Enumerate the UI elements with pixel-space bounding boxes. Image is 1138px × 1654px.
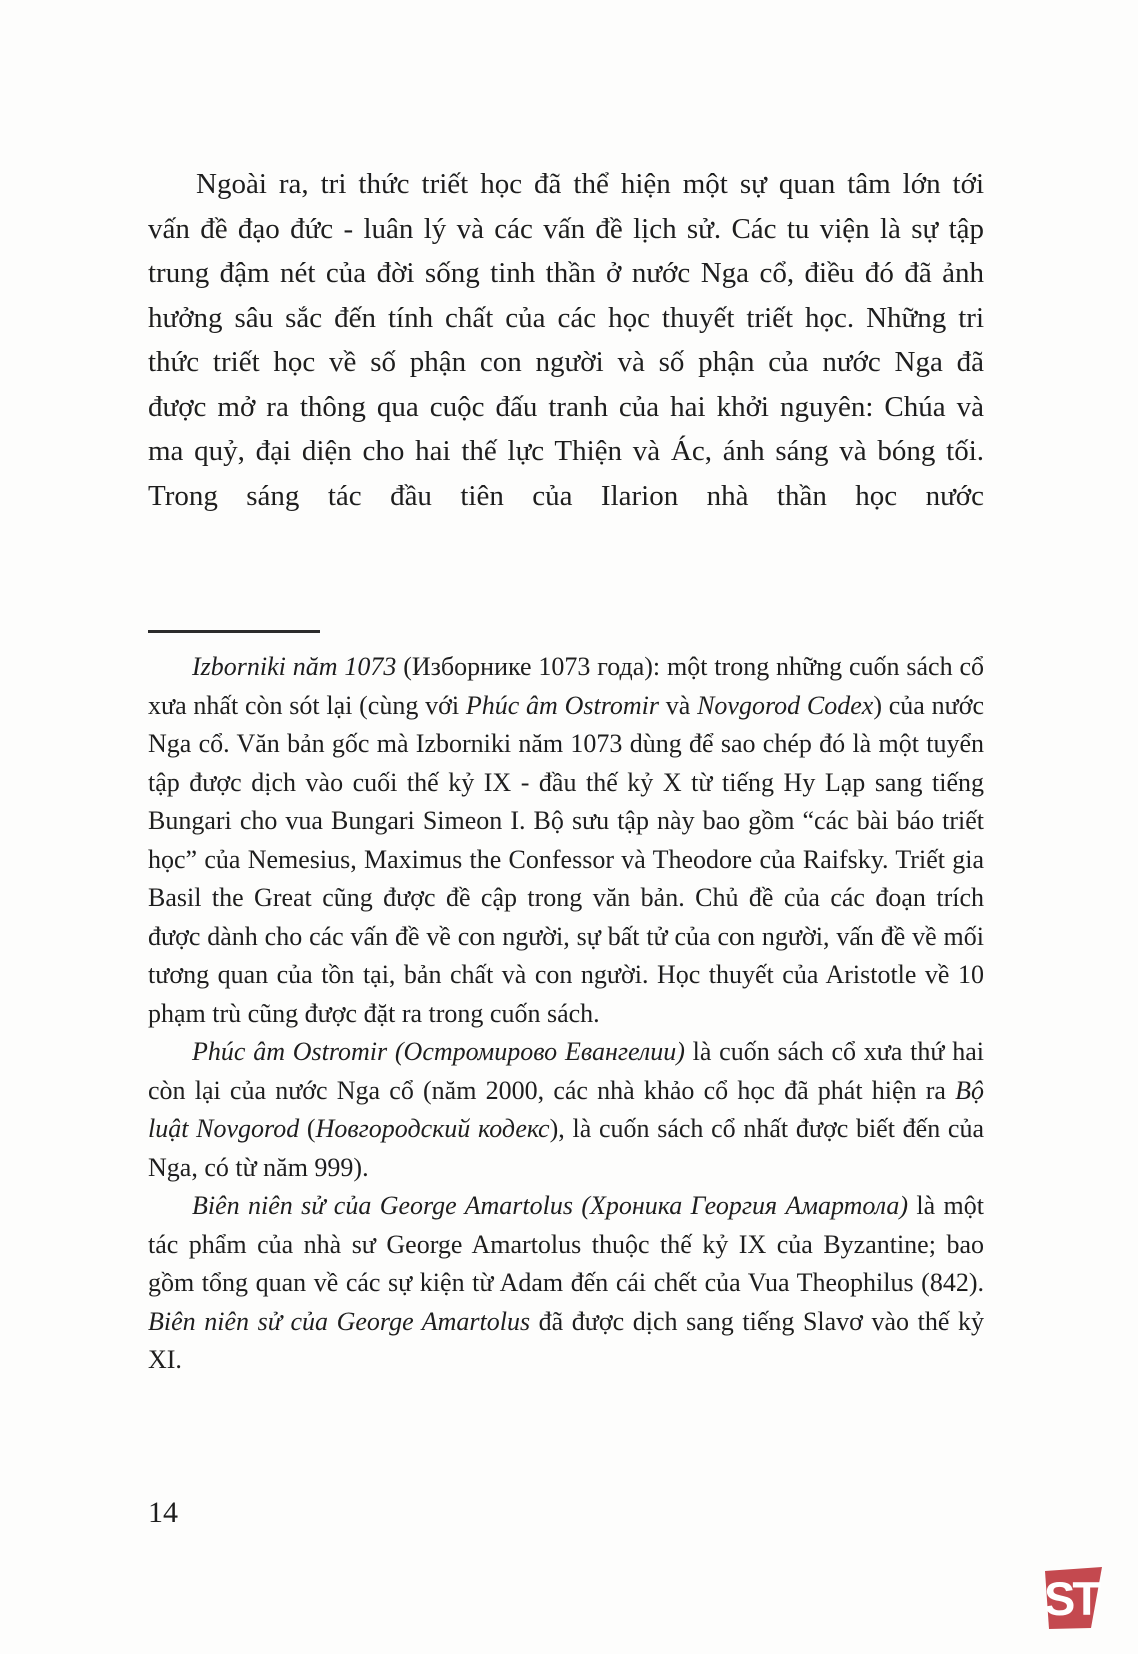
- page-number: 14: [148, 1496, 178, 1529]
- footnote-ostromir: Phúc âm Ostromir (Остромирово Евангелии) là cuốn sách cổ xưa thứ hai còn lại của nước Nga cổ (năm 2000, các nhà khảo cổ học đã phát hiện ra Bộ luật Novgorod (Новгородский кодекс), là cuốn sách cổ nhất được biết đến của Nga, có từ năm 999).: [148, 1037, 985, 1182]
- logo-st-text: ST: [1043, 1572, 1099, 1625]
- footnote-izborniki: Izborniki năm 1073 (Изборнике 1073 года): một trong những cuốn sách cổ xưa nhất còn sót lại (cùng với Phúc âm Ostromir và Novgorod Codex) của nước Nga cổ. Văn bản gốc mà Izborniki năm 1073 dùng để sao chép đó là một tuyển tập được dịch vào cuối thế kỷ IX - đầu thế kỷ X từ tiếng Hy Lạp sang tiếng Bungari cho vua Bungari Simeon I. Bộ sưu tập này bao gồm “các bài báo triết học” của Nemesius, Maximus the Confessor và Theodore của Raifsky. Triết gia Basil the Great cũng được đề cập trong văn bản. Chủ đề của các đoạn trích được dành cho các vấn đề về con người, sự bất tử của con người, vấn đề về mối tương quan của tồn tại, bản chất và con người. Học thuyết của Aristotle về 10 phạm trù cũng được đặt ra trong cuốn sách.: [148, 652, 984, 1028]
- footnote-separator: [148, 630, 320, 633]
- publisher-logo: [1034, 1562, 1108, 1636]
- footnotes-section: [148, 648, 984, 1380]
- publisher-logo-icon: [1034, 1562, 1108, 1636]
- main-paragraph: Ngoài ra, tri thức triết học đã thể hiện một sự quan tâm lớn tới vấn đề đạo đức - luân lý và các vấn đề lịch sử. Các tu viện là sự tập trung đậm nét của đời sống tinh thần ở nước Nga cổ, điều đó đã ảnh hưởng sâu sắc đến tính chất của các học thuyết triết học. Những tri thức triết học về số phận con người và số phận của nước Nga đã được mở ra thông qua cuộc đấu tranh của hai khởi nguyên: Chúa và ma quỷ, đại diện cho hai thế lực Thiện và Ác, ánh sáng và bóng tối. Trong sáng tác đầu tiên của Ilarion nhà thần học nước: [148, 168, 984, 512]
- footnote-amartolus: Biên niên sử của George Amartolus (Хроника Георгия Амартола) là một tác phẩm của nhà sư George Amartolus thuộc thế kỷ IX của Byzantine; bao gồm tổng quan về các sự kiện từ Adam đến cái chết của Vua Theophilus (842). Biên niên sử của George Amartolus đã được dịch sang tiếng Slavơ vào thế kỷ XI.: [148, 1191, 984, 1374]
